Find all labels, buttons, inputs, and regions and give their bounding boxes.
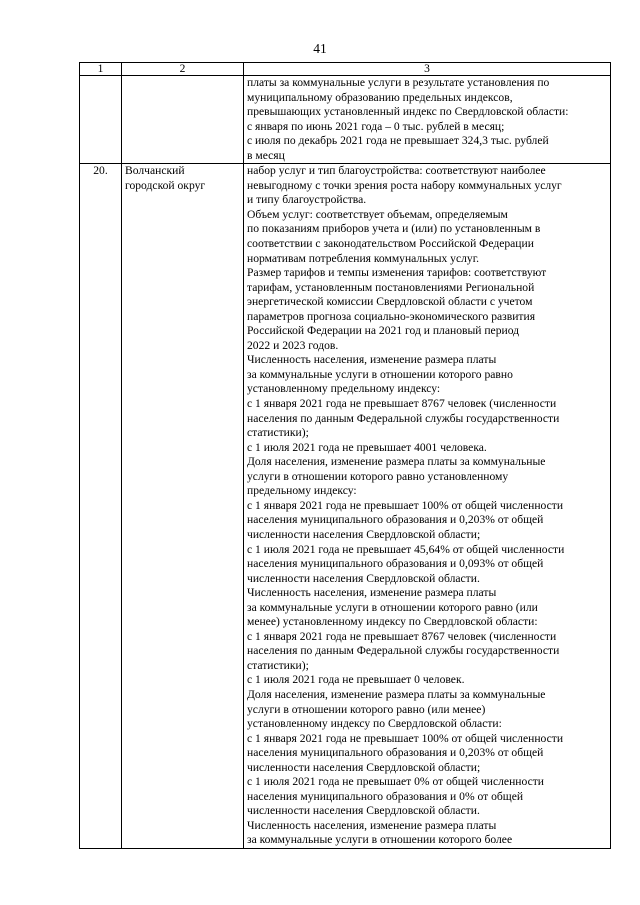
- row-number-cell: 20.: [80, 164, 122, 849]
- municipality-name-line: Волчанский: [125, 164, 185, 178]
- municipality-name-line: городской округ: [125, 178, 206, 192]
- text-line: установленному индексу по Свердловской области:: [247, 717, 502, 731]
- text-line: статистики);: [247, 426, 309, 440]
- text-line: населения по данным Федеральной службы государственности: [247, 644, 560, 658]
- text-line: с 1 июля 2021 года не превышает 4001 человека.: [247, 440, 487, 454]
- text-line: за коммунальные услуги в отношении которого более: [247, 833, 513, 847]
- text-line: 2022 и 2023 годов.: [247, 338, 339, 352]
- text-line: населения по данным Федеральной службы государственности: [247, 411, 560, 425]
- document-table: [79, 62, 611, 849]
- text-line: невыгодному с точки зрения роста набору коммунальных услуг: [247, 178, 562, 192]
- text-line: соответствии с законодательством Российской Федерации: [247, 237, 534, 251]
- description-cell: [244, 164, 611, 849]
- text-line: энергетической комиссии Свердловской области с учетом: [247, 295, 533, 309]
- text-line: численности населения Свердловской области;: [247, 527, 481, 541]
- text-line: Численность населения, изменение размера платы: [247, 818, 497, 832]
- text-line: в месяц: [247, 148, 285, 162]
- text-line: превышающих установленный индекс по Свердловской области:: [247, 105, 569, 119]
- description-cell: [244, 76, 611, 164]
- text-line: статистики);: [247, 658, 309, 672]
- row-number-cell: [80, 76, 122, 164]
- text-line: с 1 января 2021 года не превышает 100% от общей численности: [247, 731, 564, 745]
- text-line: с 1 июля 2021 года не превышает 0% от общей численности: [247, 775, 544, 789]
- text-line: Доля населения, изменение размера платы за коммунальные: [247, 687, 546, 701]
- text-line: населения муниципального образования и 0,203% от общей: [247, 513, 544, 527]
- text-line: нормативам потребления коммунальных услуг.: [247, 251, 480, 265]
- column-header-1: 1: [80, 63, 122, 76]
- text-line: услуги в отношении которого равно установленному: [247, 469, 509, 483]
- text-line: с 1 января 2021 года не превышает 8767 человек (численности: [247, 397, 557, 411]
- text-line: и типу благоустройства.: [247, 193, 367, 207]
- column-header-2: 2: [122, 63, 244, 76]
- text-line: с 1 июля 2021 года не превышает 45,64% от общей численности: [247, 542, 565, 556]
- text-line: с 1 июля 2021 года не превышает 0 человек.: [247, 673, 465, 687]
- table-row-20: [80, 164, 611, 849]
- text-line: за коммунальные услуги в отношении которого равно: [247, 367, 513, 381]
- text-line: Доля населения, изменение размера платы за коммунальные: [247, 455, 546, 469]
- text-line: с июля по декабрь 2021 года не превышает 324,3 тыс. рублей: [247, 134, 549, 148]
- text-line: численности населения Свердловской области.: [247, 804, 480, 818]
- text-line: менее) установленному индексу по Свердловской области:: [247, 615, 538, 629]
- text-line: Численность населения, изменение размера платы: [247, 353, 497, 367]
- text-line: населения муниципального образования и 0% от общей: [247, 789, 524, 803]
- text-line: с января по июнь 2021 года – 0 тыс. рублей в месяц;: [247, 119, 505, 133]
- text-line: муниципальному образованию предельных индексов,: [247, 90, 513, 104]
- text-line: набор услуг и тип благоустройства: соответствуют наиболее: [247, 164, 546, 178]
- text-line: с 1 января 2021 года не превышает 8767 человек (численности: [247, 629, 557, 643]
- table-row-continuation: [80, 76, 611, 164]
- text-line: тарифам, установленным постановлениями Региональной: [247, 280, 535, 294]
- text-line: Российской Федерации на 2021 год и плановый период: [247, 324, 520, 338]
- text-line: по показаниям приборов учета и (или) по установленным в: [247, 222, 541, 236]
- municipality-cell: [122, 164, 244, 849]
- text-line: платы за коммунальные услуги в результате установления по: [247, 76, 550, 89]
- text-line: численности населения Свердловской области.: [247, 571, 480, 585]
- page-number: 41: [313, 41, 327, 56]
- text-line: населения муниципального образования и 0,093% от общей: [247, 557, 544, 571]
- text-line: установленному предельному индексу:: [247, 382, 441, 396]
- text-line: предельному индексу:: [247, 484, 357, 498]
- municipality-cell: [122, 76, 244, 164]
- text-line: за коммунальные услуги в отношении которого равно (или: [247, 600, 538, 614]
- text-line: Объем услуг: соответствует объемам, определяемым: [247, 207, 508, 221]
- text-line: параметров прогноза социально-экономического развития: [247, 309, 536, 323]
- text-line: с 1 января 2021 года не превышает 100% от общей численности: [247, 498, 564, 512]
- table-header-row: [80, 63, 611, 76]
- text-line: Численность населения, изменение размера платы: [247, 586, 497, 600]
- text-line: численности населения Свердловской области;: [247, 760, 481, 774]
- text-line: Размер тарифов и темпы изменения тарифов: соответствуют: [247, 266, 547, 280]
- column-header-3: 3: [244, 63, 611, 76]
- text-line: услуги в отношении которого равно (или менее): [247, 702, 486, 716]
- text-line: населения муниципального образования и 0,203% от общей: [247, 746, 544, 760]
